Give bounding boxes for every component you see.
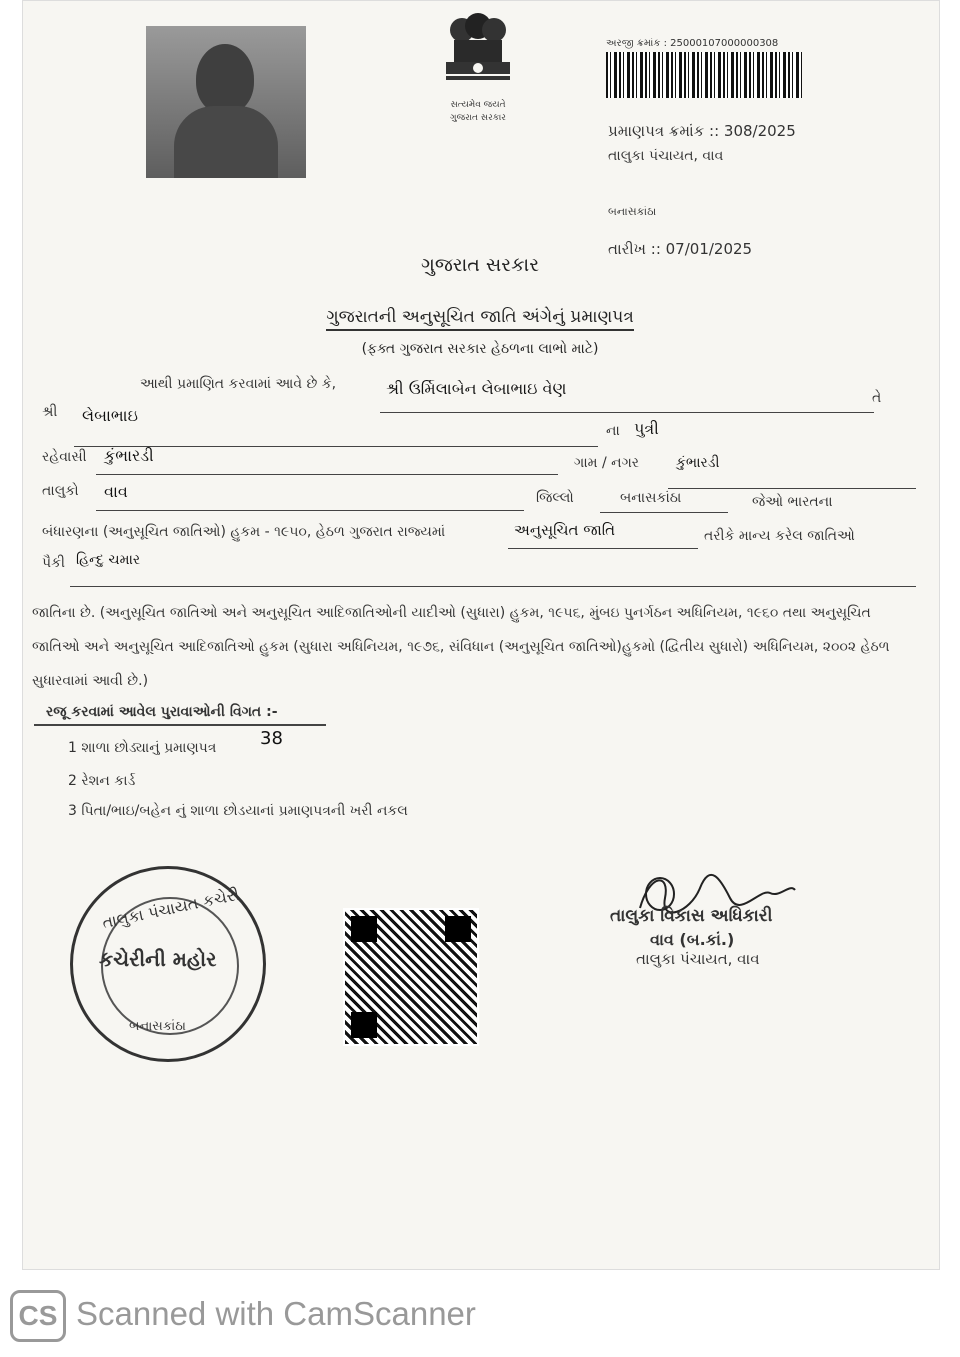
- application-number: અરજી ક્રમાંક : 25000107000000308: [606, 38, 779, 49]
- issuing-office: તાલુકા પંચાયત, વાવ: [608, 148, 724, 164]
- qr-code: [343, 908, 479, 1046]
- district-value: બનાસકાંઠા: [620, 490, 682, 506]
- taluka-label: તાલુકો: [42, 483, 79, 499]
- emblem-caption-2: ગુજરાત સરકાર: [450, 113, 506, 123]
- holder-name: શ્રી ઉર્મિલાબેન લેબાભાઇ વેણ: [386, 379, 567, 398]
- national-emblem-icon: [436, 8, 520, 88]
- evidence-heading: રજૂ કરવામાં આવેલ પુરાવાઓની વિગત :-: [46, 704, 278, 720]
- header-district: બનાસકાંઠા: [608, 205, 657, 218]
- camscanner-logo-icon: CS: [10, 1290, 66, 1342]
- village-value: કુંભારડી: [676, 455, 720, 471]
- signatory-designation: તાલુકા વિકાસ અધિકારી: [610, 906, 773, 926]
- caste-type: અનુસૂચિત જાતિ: [514, 521, 616, 539]
- evidence-item-2: 2 રેશન કાર્ડ: [68, 773, 136, 789]
- constitution-text: બંધારણના (અનુસૂચિત જાતિઓ) હુકમ - ૧૯૫૦, હેઠળ ગુજરાત રાજ્યમાં: [42, 524, 446, 540]
- je-bharat-text: જેઓ ભારતના: [752, 494, 833, 510]
- father-name: લેબાભાઇ: [82, 406, 138, 425]
- seal-text-mid: કચેરીની મહોર: [99, 947, 217, 971]
- te-text: તે: [872, 390, 882, 406]
- govt-title: ગુજરાત સરકાર: [420, 254, 540, 276]
- residence-value: કુંભારડી: [104, 446, 154, 465]
- evidence-item-1: 1 શાળા છોડ્યાનું પ્રમાણપત્ર: [68, 740, 217, 756]
- evidence-item-3: 3 પિતા/ભાઇ/બહેન નું શાળા છોડયાનાં પ્રમાણપત્રની ખરી નકલ: [68, 803, 408, 819]
- paiki-label: પૈકી: [42, 555, 65, 571]
- district-label: જિલ્લો: [536, 490, 574, 506]
- handwritten-note: 38: [260, 728, 283, 749]
- emblem-caption-1: સત્યમેવ જયતે: [450, 100, 506, 110]
- recognised-text: તરીકે માન્ય કરેલ જાતિઓ: [704, 528, 855, 544]
- caste-value: હિન્દુ ચમાર: [76, 552, 141, 568]
- applicant-photo: [146, 26, 306, 178]
- legal-paragraph: જાતિના છે. (અનુસૂચિત જાતિઓ અને અનુસૂચિત આદિજાતિઓની યાદીઓ (સુધારા) હુકમ, ૧૯૫૬, મુંબઇ પુનર્ગઠન અધિનિયમ, ૧૯૬૦ તથા અનુસૂચિત જાતિઓ અને અનુસૂચિત આદિજાતિઓ હુકમ (સુધારા અધિનિયમ, ૧૯૭૬, સંવિધાન (અનુસૂચિત જાતિઓ)હુકમો (દ્વિતીય સુધારો) અધિનિયમ, ૨૦૦૨ હેઠળ સુધારવામાં આવી છે.): [32, 605, 890, 689]
- signatory-office: તાલુકા પંચાયત, વાવ: [636, 950, 760, 968]
- barcode: [606, 52, 802, 98]
- relation: પુત્રી: [634, 419, 659, 438]
- certificate-number: પ્રમાણપત્ર ક્રમાંક :: 308/2025: [608, 122, 796, 140]
- shri-label: શ્રી: [42, 404, 58, 420]
- issue-date: તારીખ :: 07/01/2025: [608, 240, 753, 258]
- certificate-subtitle: (ફક્ત ગુજરાત સરકાર હેઠળના લાભો માટે): [361, 341, 599, 357]
- camscanner-text: Scanned with CamScanner: [76, 1295, 476, 1332]
- certificate-title: ગુજરાતની અનુસૂચિત જાતિ અંગેનું પ્રમાણપત્ર: [0, 307, 960, 327]
- residence-label: રહેવાસી: [42, 449, 87, 465]
- village-label: ગામ / નગર: [574, 455, 640, 471]
- taluka-value: વાવ: [104, 482, 128, 501]
- intro-text: આથી પ્રમાણિત કરવામાં આવે છે કે,: [140, 376, 337, 392]
- office-seal: [70, 866, 266, 1062]
- seal-text-bottom: બનાસકાંઠા: [129, 1019, 186, 1034]
- na-text: ના: [606, 423, 620, 439]
- seal-text-top: તાલુકા પંચાયત કચેરી: [100, 884, 242, 933]
- signatory-place: વાવ (બ.કાં.): [650, 930, 735, 949]
